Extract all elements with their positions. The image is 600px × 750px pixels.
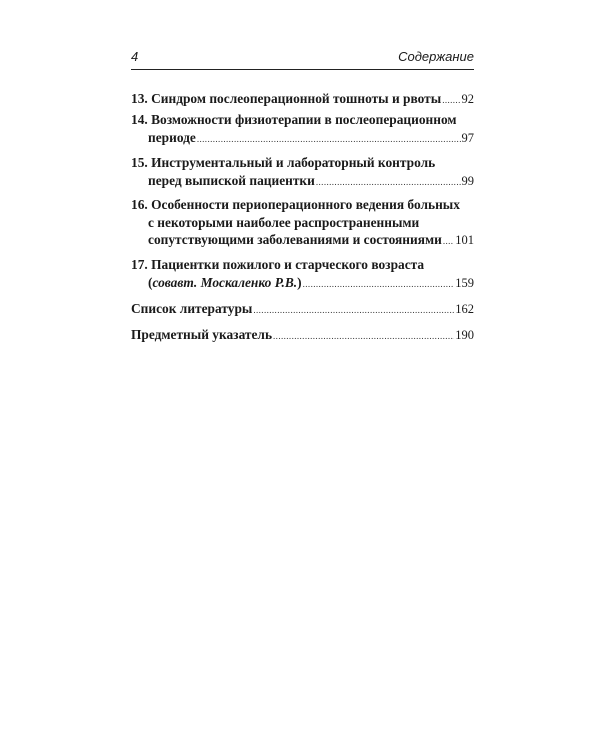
paren-close: ) — [297, 274, 302, 290]
toc-number: 13. — [131, 91, 148, 106]
toc-page: 101 — [455, 233, 474, 247]
toc-title-cont: перед выпиской пациентки — [148, 172, 315, 188]
toc-number: 17. — [131, 257, 148, 272]
toc-entry-17[interactable] — [131, 256, 474, 293]
toc-number: 15. — [131, 155, 148, 170]
dot-leader — [303, 276, 455, 294]
toc-title: Возможности физиотерапии в послеоперационном — [151, 112, 457, 127]
toc-entry-14[interactable] — [131, 111, 474, 148]
toc-entry-references[interactable] — [131, 300, 474, 320]
coauthor: совавт. Москаленко Р.В. — [152, 274, 298, 290]
toc-page: 92 — [461, 92, 474, 106]
toc-entry-13[interactable] — [131, 90, 474, 110]
toc-number: 16. — [131, 197, 148, 212]
toc-title-cont: сопутствующими заболеваниями и состояниями — [148, 232, 442, 247]
toc-entry-index[interactable] — [131, 326, 474, 346]
toc-page: 159 — [455, 275, 474, 290]
dot-leader — [443, 233, 454, 251]
toc-entry-16[interactable] — [131, 196, 474, 251]
dot-leader — [316, 174, 461, 192]
toc-title: Особенности периоперационного ведения больных — [151, 197, 460, 212]
toc-title: Предметный указатель — [131, 327, 273, 342]
dot-leader — [442, 92, 460, 110]
page-number: 4 — [131, 49, 139, 64]
dot-leader — [197, 131, 461, 149]
toc-title: Список литературы — [131, 301, 253, 316]
toc-entry-15[interactable] — [131, 154, 474, 191]
header-rule — [131, 69, 474, 70]
toc-title-cont: с некоторыми наиболее распространенными — [148, 214, 420, 230]
toc-page: 162 — [455, 302, 474, 316]
toc-number: 14. — [131, 112, 148, 127]
toc-title-cont: периоде — [148, 129, 196, 145]
paren-open: ( — [148, 274, 153, 290]
dot-leader — [273, 328, 454, 346]
toc-title: Синдром послеоперационной тошноты и рвоты — [151, 91, 442, 106]
toc-page: 190 — [455, 328, 474, 342]
page-header — [131, 49, 474, 67]
toc-page: 99 — [461, 173, 474, 188]
toc-title: Пациентки пожилого и старческого возраста — [151, 257, 425, 272]
toc-page: 97 — [461, 130, 474, 145]
dot-leader — [253, 302, 454, 320]
section-title: Содержание — [398, 49, 474, 64]
toc-title: Инструментальный и лабораторный контроль — [151, 155, 436, 170]
